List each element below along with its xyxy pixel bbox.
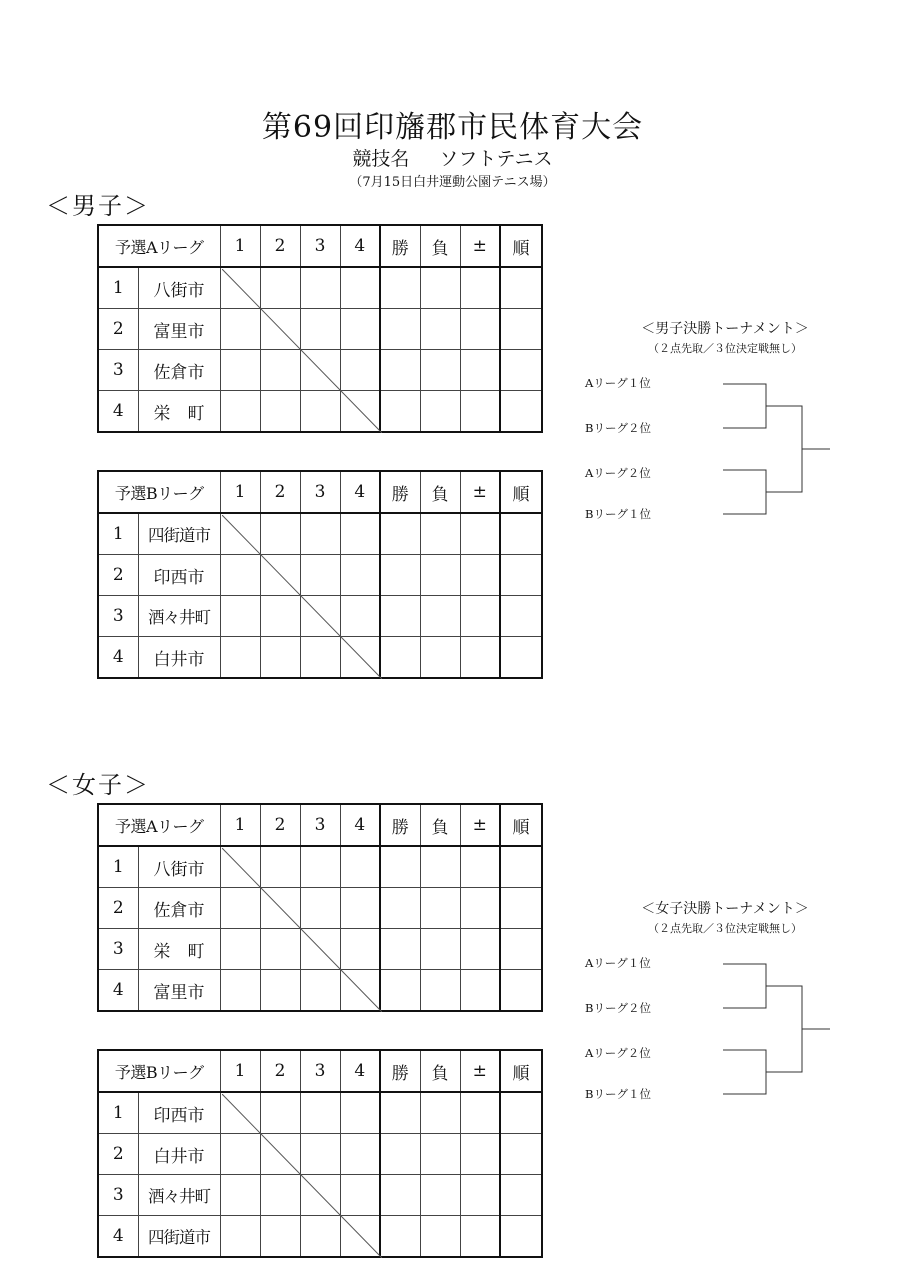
table-row [98, 637, 542, 679]
match-cell [220, 637, 260, 679]
column-header: 3 [300, 225, 340, 267]
bracket-slot: Bリーグ２位 [585, 1001, 651, 1015]
column-header: 1 [220, 804, 260, 846]
team-number: 2 [98, 1134, 138, 1175]
team-name: 酒々井町 [138, 596, 220, 637]
sport-line [0, 144, 905, 171]
result-cell [420, 350, 460, 391]
column-header: 4 [340, 471, 380, 513]
column-header: 1 [220, 225, 260, 267]
column-header: 負 [420, 1050, 460, 1092]
result-cell [420, 309, 460, 350]
result-cell [380, 846, 420, 888]
bracket-slot: Bリーグ２位 [585, 421, 651, 435]
league-name: 予選Bリーグ [98, 471, 220, 513]
column-header: 4 [340, 804, 380, 846]
column-header: 勝 [380, 225, 420, 267]
team-number: 4 [98, 637, 138, 679]
table-row [98, 846, 542, 888]
bracket-slot: Bリーグ１位 [585, 1087, 651, 1101]
column-header: ± [460, 1050, 500, 1092]
match-cell [340, 596, 380, 637]
table-row [98, 391, 542, 433]
match-cell [220, 309, 260, 350]
team-number: 4 [98, 391, 138, 433]
match-cell [340, 1216, 380, 1258]
match-cell [260, 1134, 300, 1175]
team-name: 富里市 [138, 970, 220, 1012]
result-cell [460, 846, 500, 888]
column-header: ± [460, 471, 500, 513]
bracket-line-semi-1 [723, 964, 766, 1008]
match-cell [220, 1216, 260, 1258]
bracket-lines [585, 318, 885, 538]
result-cell [500, 1134, 542, 1175]
result-cell [420, 1134, 460, 1175]
match-cell [340, 391, 380, 433]
table-row [98, 1092, 542, 1134]
match-cell [300, 391, 340, 433]
result-cell [380, 1216, 420, 1258]
match-cell [260, 1092, 300, 1134]
team-number: 4 [98, 970, 138, 1012]
team-name: 富里市 [138, 309, 220, 350]
match-cell [300, 1175, 340, 1216]
table-header-row [98, 1050, 542, 1092]
table-row [98, 267, 542, 309]
column-header: 順 [500, 1050, 542, 1092]
result-cell [420, 1175, 460, 1216]
team-number: 1 [98, 846, 138, 888]
result-cell [420, 846, 460, 888]
match-cell [340, 309, 380, 350]
match-cell [220, 555, 260, 596]
match-cell [260, 513, 300, 555]
match-cell [260, 1175, 300, 1216]
men-section-label: ＜男子＞ [46, 192, 150, 220]
match-cell [220, 846, 260, 888]
result-cell [420, 555, 460, 596]
match-cell [220, 1134, 260, 1175]
result-cell [380, 391, 420, 433]
column-header: 負 [420, 471, 460, 513]
result-cell [500, 391, 542, 433]
team-name: 栄 町 [138, 929, 220, 970]
tournament-title: ＜男子決勝トーナメント＞ [641, 321, 809, 337]
match-cell [300, 846, 340, 888]
match-cell [260, 1216, 300, 1258]
result-cell [460, 309, 500, 350]
bracket-lines [585, 898, 885, 1118]
match-cell [260, 391, 300, 433]
women-league-a-table [97, 803, 543, 1012]
result-cell [460, 1216, 500, 1258]
tournament-note: （２点先取／３位決定戦無し） [648, 922, 802, 935]
match-cell [220, 888, 260, 929]
team-number: 2 [98, 555, 138, 596]
team-number: 4 [98, 1216, 138, 1258]
result-cell [380, 1092, 420, 1134]
match-cell [220, 929, 260, 970]
result-cell [500, 1216, 542, 1258]
table-header-row [98, 804, 542, 846]
team-number: 1 [98, 1092, 138, 1134]
table-row [98, 970, 542, 1012]
match-cell [300, 1092, 340, 1134]
column-header: 2 [260, 1050, 300, 1092]
result-cell [460, 970, 500, 1012]
match-cell [340, 555, 380, 596]
league-name: 予選Bリーグ [98, 1050, 220, 1092]
match-cell [260, 637, 300, 679]
result-cell [460, 391, 500, 433]
result-cell [460, 1134, 500, 1175]
result-cell [460, 513, 500, 555]
bracket-line-semi-1 [723, 384, 766, 428]
match-cell [220, 391, 260, 433]
table-row [98, 1134, 542, 1175]
table-row [98, 596, 542, 637]
result-cell [460, 929, 500, 970]
column-header: 1 [220, 471, 260, 513]
result-cell [500, 267, 542, 309]
result-cell [380, 513, 420, 555]
team-name: 栄 町 [138, 391, 220, 433]
result-cell [500, 1175, 542, 1216]
column-header: 順 [500, 471, 542, 513]
column-header: 勝 [380, 804, 420, 846]
result-cell [420, 1092, 460, 1134]
result-cell [420, 970, 460, 1012]
result-cell [420, 267, 460, 309]
match-cell [340, 267, 380, 309]
match-cell [300, 929, 340, 970]
result-cell [420, 1216, 460, 1258]
match-cell [340, 1134, 380, 1175]
table-row [98, 555, 542, 596]
column-header: 4 [340, 1050, 380, 1092]
bracket-line-semi-2 [723, 470, 766, 514]
bracket-line-final [766, 986, 802, 1072]
team-number: 1 [98, 267, 138, 309]
result-cell [500, 309, 542, 350]
match-cell [300, 1216, 340, 1258]
team-number: 3 [98, 350, 138, 391]
column-header: ± [460, 225, 500, 267]
match-cell [340, 1175, 380, 1216]
result-cell [460, 637, 500, 679]
team-number: 3 [98, 596, 138, 637]
match-cell [300, 1134, 340, 1175]
bracket-slot: Bリーグ１位 [585, 507, 651, 521]
match-cell [300, 555, 340, 596]
table-row [98, 350, 542, 391]
table-header-row [98, 471, 542, 513]
table-row [98, 1175, 542, 1216]
column-header: 2 [260, 225, 300, 267]
column-header: 順 [500, 225, 542, 267]
column-header: ± [460, 804, 500, 846]
team-number: 2 [98, 888, 138, 929]
page-title: 第69回印旛郡市民体育大会 [261, 110, 644, 145]
result-cell [420, 513, 460, 555]
column-header: 2 [260, 804, 300, 846]
column-header: 負 [420, 804, 460, 846]
table-row [98, 1216, 542, 1258]
bracket-slot: Aリーグ１位 [585, 956, 651, 970]
column-header: 負 [420, 225, 460, 267]
result-cell [500, 596, 542, 637]
result-cell [420, 888, 460, 929]
match-cell [260, 596, 300, 637]
team-number: 3 [98, 1175, 138, 1216]
men-league-a-table [97, 224, 543, 433]
column-header: 1 [220, 1050, 260, 1092]
league-name: 予選Aリーグ [98, 225, 220, 267]
match-cell [220, 1175, 260, 1216]
result-cell [460, 267, 500, 309]
match-cell [340, 929, 380, 970]
result-cell [380, 350, 420, 391]
team-name: 四街道市 [138, 513, 220, 555]
table-header-row [98, 225, 542, 267]
match-cell [340, 637, 380, 679]
match-cell [300, 350, 340, 391]
result-cell [460, 350, 500, 391]
result-cell [500, 970, 542, 1012]
team-name: 印西市 [138, 555, 220, 596]
team-name: 佐倉市 [138, 888, 220, 929]
team-name: 酒々井町 [138, 1175, 220, 1216]
table-row [98, 309, 542, 350]
result-cell [460, 1092, 500, 1134]
result-cell [420, 637, 460, 679]
match-cell [260, 267, 300, 309]
bracket-line-final [766, 406, 802, 492]
match-cell [340, 970, 380, 1012]
match-cell [340, 1092, 380, 1134]
match-cell [300, 596, 340, 637]
team-name: 四街道市 [138, 1216, 220, 1258]
result-cell [380, 929, 420, 970]
match-cell [300, 309, 340, 350]
match-cell [300, 267, 340, 309]
column-header: 勝 [380, 471, 420, 513]
tournament-note: （２点先取／３位決定戦無し） [648, 342, 802, 355]
bracket-slot: Aリーグ２位 [585, 466, 651, 480]
result-cell [500, 513, 542, 555]
match-cell [260, 929, 300, 970]
result-cell [500, 888, 542, 929]
bracket-line-semi-2 [723, 1050, 766, 1094]
team-name: 八街市 [138, 846, 220, 888]
result-cell [500, 555, 542, 596]
team-name: 白井市 [138, 1134, 220, 1175]
match-cell [220, 350, 260, 391]
result-cell [380, 1134, 420, 1175]
result-cell [500, 846, 542, 888]
match-cell [260, 555, 300, 596]
sport-label: 競技名 [352, 148, 410, 170]
women-league-b-table [97, 1049, 543, 1258]
match-cell [260, 888, 300, 929]
match-cell [260, 350, 300, 391]
match-cell [220, 267, 260, 309]
women-tournament-bracket [585, 898, 885, 1118]
match-cell [300, 970, 340, 1012]
result-cell [500, 637, 542, 679]
result-cell [500, 1092, 542, 1134]
match-cell [340, 846, 380, 888]
match-cell [300, 637, 340, 679]
table-row [98, 513, 542, 555]
table-row [98, 929, 542, 970]
match-cell [300, 513, 340, 555]
bracket-slot: Aリーグ１位 [585, 376, 651, 390]
result-cell [380, 555, 420, 596]
match-cell [340, 888, 380, 929]
women-section-label: ＜女子＞ [46, 771, 150, 799]
result-cell [380, 267, 420, 309]
men-league-b-table [97, 470, 543, 679]
team-name: 白井市 [138, 637, 220, 679]
result-cell [460, 1175, 500, 1216]
result-cell [420, 391, 460, 433]
league-name: 予選Aリーグ [98, 804, 220, 846]
match-cell [220, 596, 260, 637]
match-cell [340, 513, 380, 555]
column-header: 勝 [380, 1050, 420, 1092]
result-cell [420, 929, 460, 970]
result-cell [500, 350, 542, 391]
result-cell [380, 888, 420, 929]
column-header: 順 [500, 804, 542, 846]
result-cell [380, 596, 420, 637]
team-number: 1 [98, 513, 138, 555]
venue-date: （7月15日白井運動公園テニス場） [349, 175, 556, 190]
match-cell [220, 1092, 260, 1134]
match-cell [220, 970, 260, 1012]
tournament-title: ＜女子決勝トーナメント＞ [641, 901, 809, 917]
result-cell [460, 888, 500, 929]
men-tournament-bracket [585, 318, 885, 538]
match-cell [260, 309, 300, 350]
column-header: 2 [260, 471, 300, 513]
result-cell [380, 637, 420, 679]
result-cell [420, 596, 460, 637]
match-cell [300, 888, 340, 929]
table-row [98, 888, 542, 929]
match-cell [220, 513, 260, 555]
result-cell [380, 309, 420, 350]
team-name: 印西市 [138, 1092, 220, 1134]
team-number: 2 [98, 309, 138, 350]
column-header: 3 [300, 804, 340, 846]
team-number: 3 [98, 929, 138, 970]
column-header: 3 [300, 471, 340, 513]
bracket-slot: Aリーグ２位 [585, 1046, 651, 1060]
result-cell [380, 1175, 420, 1216]
result-cell [500, 929, 542, 970]
match-cell [260, 846, 300, 888]
result-cell [460, 555, 500, 596]
sport-name: ソフトテニス [439, 148, 553, 170]
result-cell [460, 596, 500, 637]
match-cell [340, 350, 380, 391]
team-name: 佐倉市 [138, 350, 220, 391]
match-cell [260, 970, 300, 1012]
result-cell [380, 970, 420, 1012]
column-header: 4 [340, 225, 380, 267]
team-name: 八街市 [138, 267, 220, 309]
column-header: 3 [300, 1050, 340, 1092]
